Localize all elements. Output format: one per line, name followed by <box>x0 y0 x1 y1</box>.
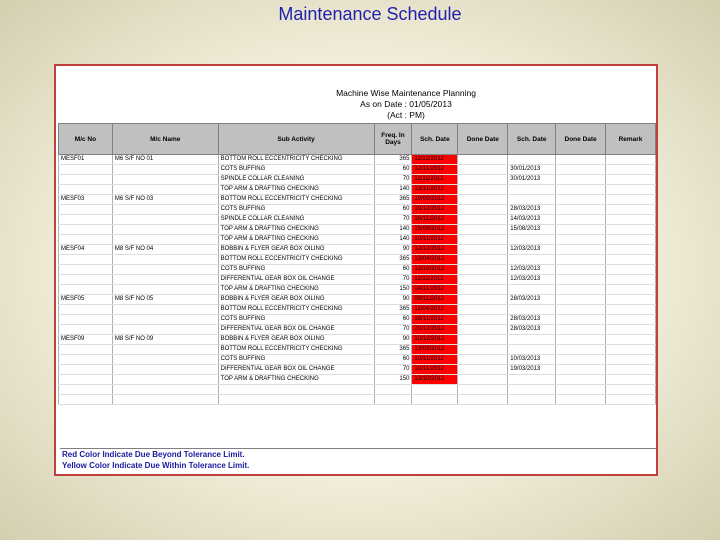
cell-frequency <box>374 385 412 395</box>
cell-mc-name <box>112 325 218 335</box>
cell-activity: COTS BUFFING <box>218 355 374 365</box>
cell-activity: COTS BUFFING <box>218 205 374 215</box>
legend-yellow: Yellow Color Indicate Due Within Tolerance Limit. <box>62 461 250 470</box>
cell-frequency: 140 <box>374 225 412 235</box>
table-row <box>59 375 656 385</box>
cell-remark <box>606 155 656 165</box>
cell-mc-name <box>112 185 218 195</box>
cell-mc-name <box>112 215 218 225</box>
cell-activity: TOP ARM & DRAFTING CHECKING <box>218 285 374 295</box>
cell-remark <box>606 285 656 295</box>
cell-remark <box>606 345 656 355</box>
cell-done-date-2 <box>556 245 606 255</box>
col-frequency: Freq. In Days <box>374 124 412 155</box>
cell-done-date-2 <box>556 335 606 345</box>
cell-remark <box>606 265 656 275</box>
cell-mc-name <box>112 255 218 265</box>
cell-sch-date-2 <box>508 385 556 395</box>
cell-remark <box>606 325 656 335</box>
cell-done-date <box>458 175 508 185</box>
cell-frequency: 365 <box>374 155 412 165</box>
col-sch-date-2: Sch. Date <box>508 124 556 155</box>
cell-activity: TOP ARM & DRAFTING CHECKING <box>218 375 374 385</box>
cell-remark <box>606 205 656 215</box>
cell-mc-no <box>59 185 113 195</box>
cell-sch-date: 13/03/2012 <box>412 345 458 355</box>
cell-remark <box>606 355 656 365</box>
col-mc-no: M/c No <box>59 124 113 155</box>
schedule-table <box>58 123 656 405</box>
cell-sch-date-2 <box>508 195 556 205</box>
cell-sch-date: 16/11/2012 <box>412 215 458 225</box>
cell-sch-date-2 <box>508 285 556 295</box>
table-row <box>59 155 656 165</box>
cell-done-date <box>458 155 508 165</box>
col-mc-name: M/c Name <box>112 124 218 155</box>
cell-activity: BOBBIN & FLYER GEAR BOX OILING <box>218 245 374 255</box>
cell-frequency: 70 <box>374 365 412 375</box>
cell-done-date-2 <box>556 195 606 205</box>
cell-sch-date: 11/04/2012 <box>412 305 458 315</box>
report-header <box>216 88 596 121</box>
cell-remark <box>606 305 656 315</box>
cell-mc-no <box>59 305 113 315</box>
cell-sch-date-2: 19/03/2013 <box>508 365 556 375</box>
cell-sch-date-2 <box>508 395 556 405</box>
cell-remark <box>606 385 656 395</box>
cell-mc-no <box>59 215 113 225</box>
cell-frequency: 365 <box>374 195 412 205</box>
cell-frequency: 60 <box>374 265 412 275</box>
cell-frequency: 140 <box>374 185 412 195</box>
cell-sch-date-2: 28/03/2013 <box>508 325 556 335</box>
table-row <box>59 225 656 235</box>
cell-mc-no <box>59 315 113 325</box>
cell-done-date <box>458 205 508 215</box>
cell-mc-name: M8 S/F NO 04 <box>112 245 218 255</box>
cell-sch-date-2: 14/03/2013 <box>508 215 556 225</box>
cell-sch-date: 11/11/2012 <box>412 275 458 285</box>
cell-remark <box>606 295 656 305</box>
cell-remark <box>606 395 656 405</box>
cell-activity: SPINDLE COLLAR CLEANING <box>218 215 374 225</box>
cell-mc-name <box>112 225 218 235</box>
cell-sch-date: 20/12/2012 <box>412 325 458 335</box>
cell-done-date-2 <box>556 155 606 165</box>
cell-frequency: 70 <box>374 325 412 335</box>
cell-remark <box>606 235 656 245</box>
cell-remark <box>606 375 656 385</box>
cell-mc-name <box>112 315 218 325</box>
cell-activity: SPINDLE COLLAR CLEANING <box>218 175 374 185</box>
cell-done-date <box>458 325 508 335</box>
table-row <box>59 355 656 365</box>
cell-done-date <box>458 345 508 355</box>
cell-mc-name <box>112 205 218 215</box>
cell-sch-date-2 <box>508 255 556 265</box>
cell-sch-date: 18/11/2012 <box>412 315 458 325</box>
cell-frequency: 60 <box>374 355 412 365</box>
cell-sch-date: 19/09/2012 <box>412 195 458 205</box>
cell-sch-date: 12/12/2012 <box>412 245 458 255</box>
cell-sch-date-2: 30/01/2013 <box>508 175 556 185</box>
cell-activity: TOP ARM & DRAFTING CHECKING <box>218 185 374 195</box>
cell-done-date-2 <box>556 395 606 405</box>
cell-mc-name: M6 S/F NO 01 <box>112 155 218 165</box>
cell-done-date <box>458 265 508 275</box>
cell-mc-name <box>112 235 218 245</box>
cell-sch-date: 08/11/2012 <box>412 295 458 305</box>
cell-done-date-2 <box>556 305 606 315</box>
cell-remark <box>606 195 656 205</box>
cell-sch-date-2: 12/03/2013 <box>508 275 556 285</box>
cell-mc-no: MESF05 <box>59 295 113 305</box>
cell-mc-name <box>112 305 218 315</box>
cell-mc-no <box>59 345 113 355</box>
table-row <box>59 215 656 225</box>
cell-done-date-2 <box>556 175 606 185</box>
cell-remark <box>606 275 656 285</box>
cell-sch-date: 15/08/2012 <box>412 225 458 235</box>
col-remark: Remark <box>606 124 656 155</box>
cell-sch-date <box>412 385 458 395</box>
table-body <box>59 155 656 405</box>
cell-frequency: 90 <box>374 245 412 255</box>
cell-remark <box>606 255 656 265</box>
cell-done-date <box>458 215 508 225</box>
table-row <box>59 325 656 335</box>
cell-done-date <box>458 375 508 385</box>
cell-mc-no <box>59 165 113 175</box>
cell-mc-no <box>59 355 113 365</box>
cell-sch-date-2 <box>508 305 556 315</box>
table-row <box>59 385 656 395</box>
cell-sch-date: 11/11/2012 <box>412 175 458 185</box>
cell-sch-date-2 <box>508 345 556 355</box>
cell-sch-date-2: 12/03/2013 <box>508 265 556 275</box>
cell-mc-no: MESF04 <box>59 245 113 255</box>
cell-sch-date-2: 10/03/2013 <box>508 355 556 365</box>
cell-frequency: 60 <box>374 165 412 175</box>
cell-sch-date-2 <box>508 335 556 345</box>
table-row <box>59 395 656 405</box>
cell-done-date-2 <box>556 375 606 385</box>
table-row <box>59 165 656 175</box>
cell-mc-no <box>59 235 113 245</box>
col-sub-activity: Sub Activity <box>218 124 374 155</box>
cell-frequency: 70 <box>374 215 412 225</box>
cell-frequency: 150 <box>374 285 412 295</box>
cell-activity: BOTTOM ROLL ECCENTRICITY CHECKING <box>218 305 374 315</box>
col-sch-date: Sch. Date <box>412 124 458 155</box>
cell-done-date <box>458 305 508 315</box>
cell-done-date <box>458 315 508 325</box>
cell-frequency: 60 <box>374 205 412 215</box>
cell-done-date-2 <box>556 255 606 265</box>
cell-done-date-2 <box>556 325 606 335</box>
cell-sch-date-2 <box>508 235 556 245</box>
cell-activity: COTS BUFFING <box>218 165 374 175</box>
cell-done-date <box>458 195 508 205</box>
cell-done-date <box>458 275 508 285</box>
cell-frequency: 70 <box>374 275 412 285</box>
cell-frequency: 140 <box>374 235 412 245</box>
cell-remark <box>606 245 656 255</box>
cell-mc-name <box>112 395 218 405</box>
cell-frequency: 70 <box>374 175 412 185</box>
cell-sch-date: 04/11/2012 <box>412 285 458 295</box>
slide-title: Maintenance Schedule <box>278 4 462 24</box>
cell-activity: TOP ARM & DRAFTING CHECKING <box>218 225 374 235</box>
cell-activity: BOBBIN & FLYER GEAR BOX OILING <box>218 295 374 305</box>
cell-activity: TOP ARM & DRAFTING CHECKING <box>218 235 374 245</box>
cell-done-date <box>458 355 508 365</box>
cell-done-date <box>458 165 508 175</box>
table-row <box>59 365 656 375</box>
cell-mc-name: M8 S/F NO 09 <box>112 335 218 345</box>
cell-done-date-2 <box>556 295 606 305</box>
report-date: As on Date : 01/05/2013 <box>360 99 452 109</box>
cell-done-date <box>458 225 508 235</box>
cell-mc-no <box>59 205 113 215</box>
cell-activity: BOTTOM ROLL ECCENTRICITY CHECKING <box>218 155 374 165</box>
cell-activity: BOBBIN & FLYER GEAR BOX OILING <box>218 335 374 345</box>
cell-sch-date-2: 15/08/2013 <box>508 225 556 235</box>
cell-mc-no <box>59 255 113 265</box>
cell-done-date <box>458 255 508 265</box>
cell-sch-date: 11/12/2012 <box>412 155 458 165</box>
col-done-date: Done Date <box>458 124 508 155</box>
legend <box>60 448 656 471</box>
cell-done-date <box>458 295 508 305</box>
cell-done-date-2 <box>556 205 606 215</box>
cell-sch-date <box>412 395 458 405</box>
table-row <box>59 195 656 205</box>
cell-mc-no <box>59 275 113 285</box>
cell-sch-date: 19/12/2012 <box>412 205 458 215</box>
cell-sch-date-2 <box>508 375 556 385</box>
cell-done-date-2 <box>556 315 606 325</box>
cell-done-date <box>458 395 508 405</box>
cell-done-date-2 <box>556 215 606 225</box>
table-row <box>59 255 656 265</box>
cell-sch-date: 10/11/2012 <box>412 355 458 365</box>
cell-done-date <box>458 245 508 255</box>
table-row <box>59 335 656 345</box>
cell-mc-no <box>59 375 113 385</box>
cell-sch-date-2: 28/03/2013 <box>508 205 556 215</box>
table-row <box>59 235 656 245</box>
cell-activity: BOTTOM ROLL ECCENTRICITY CHECKING <box>218 345 374 355</box>
cell-frequency: 90 <box>374 335 412 345</box>
cell-activity: BOTTOM ROLL ECCENTRICITY CHECKING <box>218 255 374 265</box>
cell-sch-date: 10/11/2012 <box>412 235 458 245</box>
cell-remark <box>606 185 656 195</box>
cell-frequency <box>374 395 412 405</box>
cell-sch-date: 12/10/2012 <box>412 265 458 275</box>
table-row <box>59 265 656 275</box>
cell-mc-name <box>112 365 218 375</box>
cell-sch-date: 10/12/2012 <box>412 335 458 345</box>
cell-frequency: 365 <box>374 255 412 265</box>
cell-sch-date-2 <box>508 155 556 165</box>
table-row <box>59 185 656 195</box>
table-row <box>59 285 656 295</box>
cell-sch-date: 10/11/2012 <box>412 365 458 375</box>
cell-mc-name <box>112 385 218 395</box>
cell-mc-name <box>112 345 218 355</box>
cell-mc-no <box>59 365 113 375</box>
cell-done-date-2 <box>556 265 606 275</box>
table-row <box>59 275 656 285</box>
cell-mc-no: MESF09 <box>59 335 113 345</box>
cell-done-date-2 <box>556 225 606 235</box>
cell-mc-name: M6 S/F NO 03 <box>112 195 218 205</box>
cell-frequency: 90 <box>374 295 412 305</box>
cell-remark <box>606 215 656 225</box>
cell-done-date-2 <box>556 185 606 195</box>
cell-mc-name <box>112 175 218 185</box>
cell-frequency: 365 <box>374 305 412 315</box>
cell-mc-no <box>59 175 113 185</box>
cell-done-date <box>458 285 508 295</box>
cell-done-date <box>458 185 508 195</box>
cell-mc-no <box>59 385 113 395</box>
cell-mc-no <box>59 395 113 405</box>
table-row <box>59 315 656 325</box>
cell-mc-name: M8 S/F NO 05 <box>112 295 218 305</box>
cell-done-date-2 <box>556 235 606 245</box>
cell-frequency: 365 <box>374 345 412 355</box>
report-title: Machine Wise Maintenance Planning <box>336 88 476 98</box>
table-row <box>59 245 656 255</box>
table-row <box>59 175 656 185</box>
cell-frequency: 150 <box>374 375 412 385</box>
col-done-date-2: Done Date <box>556 124 606 155</box>
cell-sch-date-2: 30/01/2013 <box>508 165 556 175</box>
cell-sch-date: 13/04/2012 <box>412 255 458 265</box>
cell-mc-no <box>59 225 113 235</box>
cell-mc-name <box>112 275 218 285</box>
cell-activity: DIFFERENTIAL GEAR BOX OIL CHANGE <box>218 275 374 285</box>
cell-mc-name <box>112 355 218 365</box>
cell-done-date <box>458 235 508 245</box>
cell-sch-date: 13/10/2012 <box>412 375 458 385</box>
report-activity: (Act : PM) <box>387 110 425 120</box>
cell-activity: COTS BUFFING <box>218 315 374 325</box>
cell-activity: BOTTOM ROLL ECCENTRICITY CHECKING <box>218 195 374 205</box>
cell-sch-date: 12/11/2012 <box>412 165 458 175</box>
cell-mc-no <box>59 265 113 275</box>
cell-mc-name <box>112 165 218 175</box>
table-row <box>59 345 656 355</box>
table-row <box>59 205 656 215</box>
table-header-row <box>59 124 656 155</box>
cell-sch-date-2: 28/03/2013 <box>508 295 556 305</box>
cell-done-date-2 <box>556 345 606 355</box>
cell-remark <box>606 165 656 175</box>
cell-mc-no: MESF01 <box>59 155 113 165</box>
cell-done-date <box>458 385 508 395</box>
cell-mc-no: MESF03 <box>59 195 113 205</box>
legend-red: Red Color Indicate Due Beyond Tolerance Limit. <box>62 450 245 459</box>
cell-sch-date-2: 12/03/2013 <box>508 245 556 255</box>
cell-activity: COTS BUFFING <box>218 265 374 275</box>
cell-done-date-2 <box>556 365 606 375</box>
cell-activity <box>218 385 374 395</box>
cell-remark <box>606 335 656 345</box>
cell-done-date-2 <box>556 285 606 295</box>
cell-activity: DIFFERENTIAL GEAR BOX OIL CHANGE <box>218 325 374 335</box>
cell-remark <box>606 175 656 185</box>
cell-remark <box>606 365 656 375</box>
cell-mc-no <box>59 285 113 295</box>
cell-done-date <box>458 365 508 375</box>
cell-done-date-2 <box>556 275 606 285</box>
cell-sch-date: 13/11/2012 <box>412 185 458 195</box>
cell-sch-date-2 <box>508 185 556 195</box>
cell-activity: DIFFERENTIAL GEAR BOX OIL CHANGE <box>218 365 374 375</box>
cell-sch-date-2: 28/03/2013 <box>508 315 556 325</box>
cell-done-date-2 <box>556 165 606 175</box>
cell-mc-name <box>112 285 218 295</box>
table-row <box>59 295 656 305</box>
cell-done-date-2 <box>556 355 606 365</box>
cell-remark <box>606 225 656 235</box>
cell-mc-name <box>112 265 218 275</box>
cell-remark <box>606 315 656 325</box>
cell-done-date <box>458 335 508 345</box>
cell-activity <box>218 395 374 405</box>
cell-mc-name <box>112 375 218 385</box>
report-frame <box>54 64 658 476</box>
table-row <box>59 305 656 315</box>
cell-done-date-2 <box>556 385 606 395</box>
cell-mc-no <box>59 325 113 335</box>
cell-frequency: 60 <box>374 315 412 325</box>
